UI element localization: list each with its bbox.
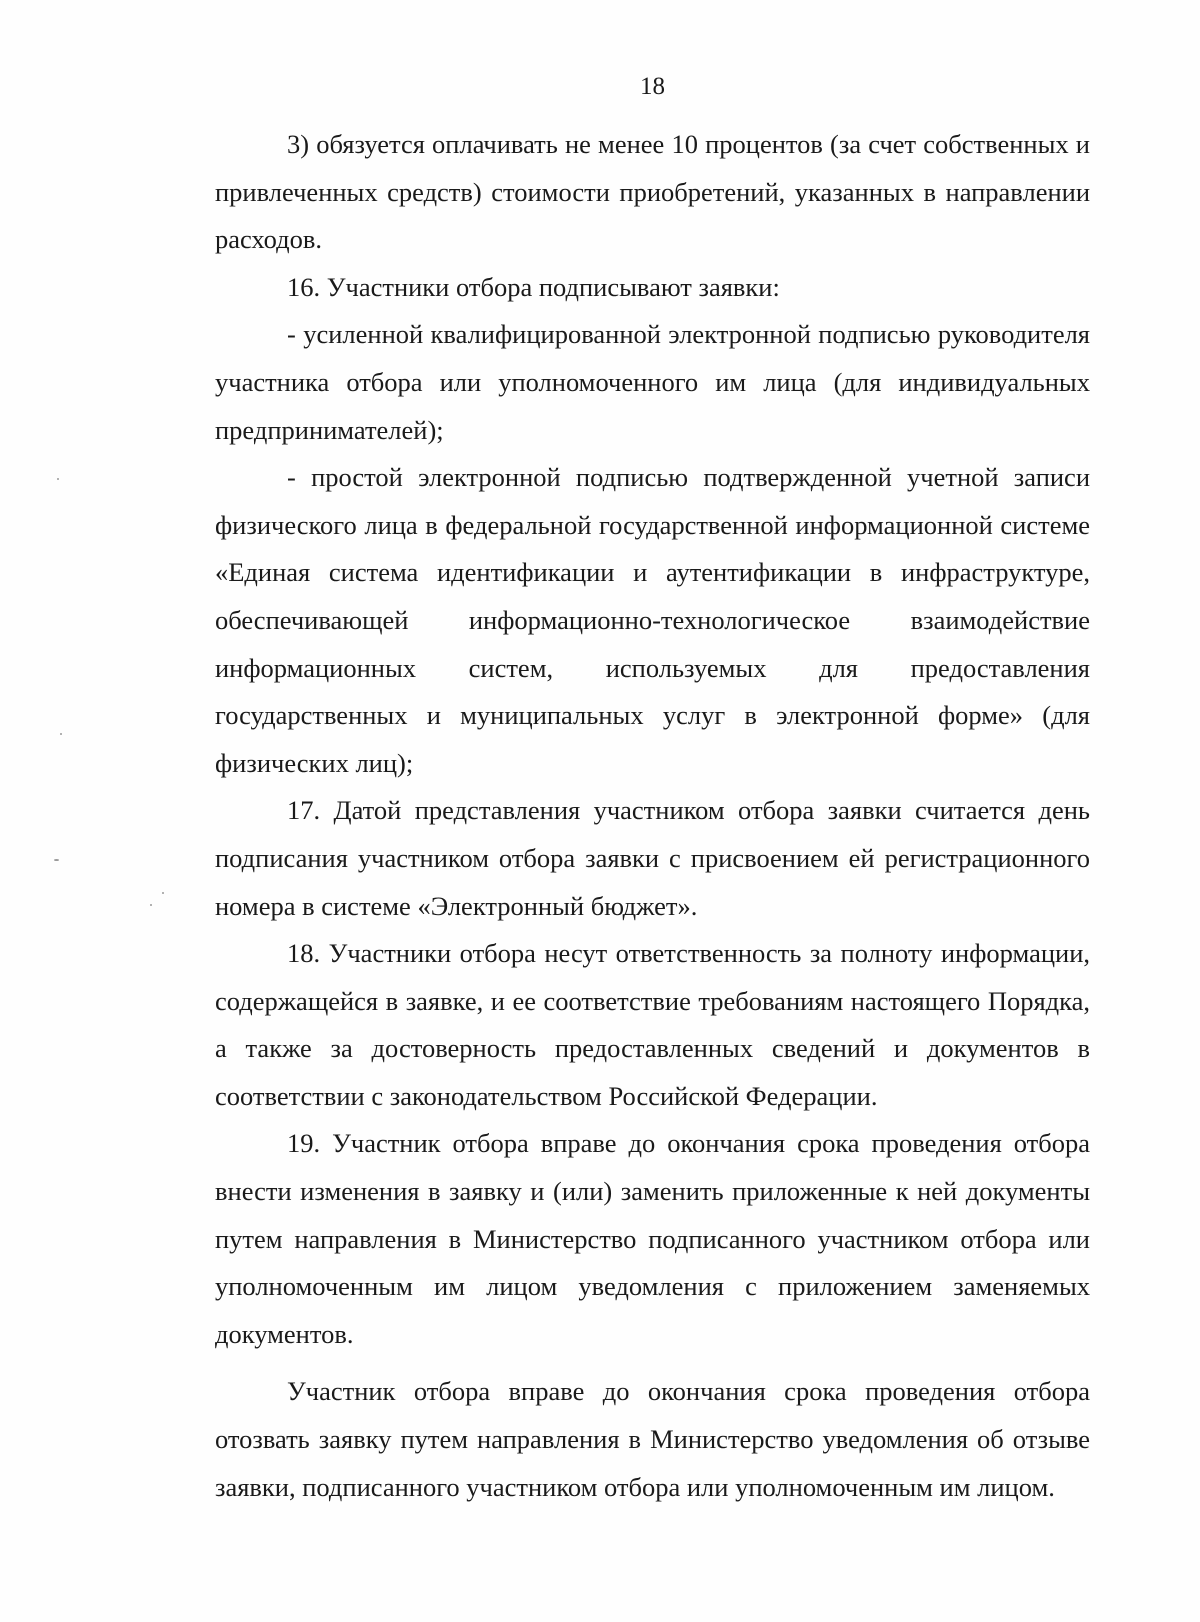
scan-speck: [162, 892, 164, 894]
paragraph-17-submission-date: 17. Датой представления участником отбора заявки считается день подписания участником отбора заявки с присвоением ей регистрационного номера в системе «Электронный бюджет».: [215, 795, 1090, 921]
scan-speck: [54, 859, 59, 861]
paragraph-obligation-10-percent: 3) обязуется оплачивать не менее 10 процентов (за счет собственных и привлеченных средств) стоимости приобретений, указанных в направлении расходов.: [215, 129, 1090, 255]
paragraph-18-responsibility: 18. Участники отбора несут ответственность за полноту информации, содержащейся в заявке, и ее соответствие требованиям настоящего Порядка, а также за достоверность предоставленных сведений и документов в соответствии с законодательством Российской Федерации.: [215, 938, 1090, 1111]
paragraph-simple-signature: - простой электронной подписью подтвержденной учетной записи физического лица в федеральной государственной информационной системе «Единая система идентификации и аутентификации в инфраструктуре, обеспечивающей информационно-технологическое взаимодействие информационных систем, используемых для предоставления государственных и муниципальных услуг в электронной форме» (для физических лиц);: [215, 462, 1090, 778]
paragraph-qualified-signature: - усиленной квалифицированной электронной подписью руководителя участника отбора или уполномоченного им лица (для индивидуальных предпринимателей);: [215, 319, 1090, 445]
page-number: 18: [640, 73, 665, 100]
scan-speck: [60, 733, 62, 735]
paragraph-16-signing: 16. Участники отбора подписывают заявки:: [287, 271, 780, 302]
scan-speck: [150, 904, 152, 906]
document-body: [215, 121, 1090, 1511]
paragraph-withdrawal: Участник отбора вправе до окончания срока проведения отбора отозвать заявку путем направления в Министерство уведомления об отзыве заявки, подписанного участником отбора или уполномоченным им лицом.: [215, 1376, 1090, 1502]
paragraph-19-changes: 19. Участник отбора вправе до окончания срока проведения отбора внести изменения в заявку и (или) заменить приложенные к ней документы путем направления в Министерство подписанного участником отбора или уполномоченным им лицом уведомления с приложением заменяемых документов.: [215, 1128, 1090, 1349]
scan-speck: [57, 478, 59, 480]
